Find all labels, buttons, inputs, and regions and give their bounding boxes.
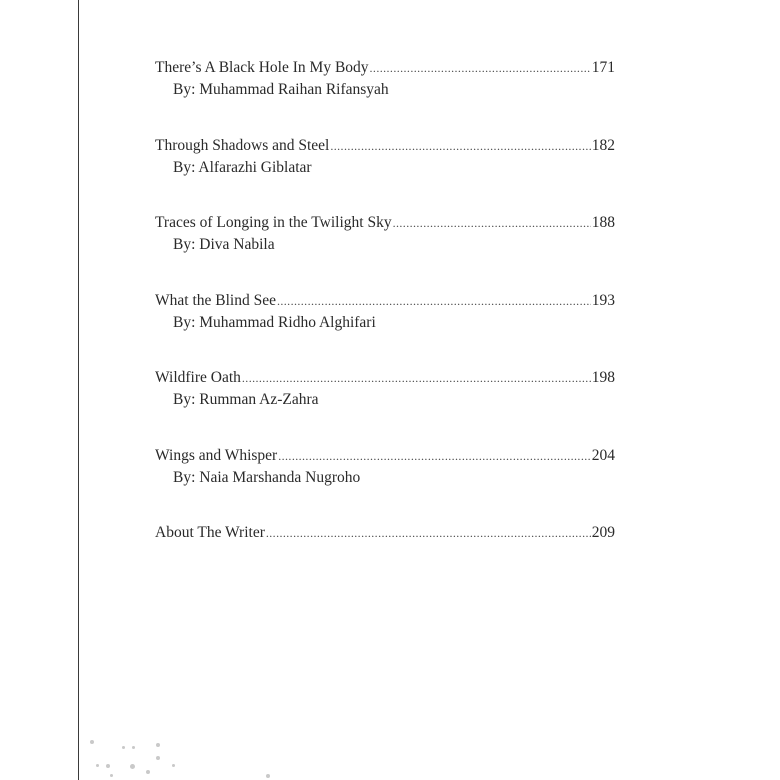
- decorative-sparkle-dots: [80, 730, 300, 780]
- toc-entry-title: There’s A Black Hole In My Body: [155, 59, 369, 76]
- toc-entry-author: By: Diva Nabila: [173, 236, 275, 253]
- toc-entry[interactable]: [155, 135, 615, 213]
- toc-leader-dots: [393, 212, 591, 234]
- toc-entry-author: By: Muhammad Raihan Rifansyah: [173, 81, 389, 98]
- toc-leader-dots: [242, 367, 591, 389]
- toc-entry[interactable]: [155, 212, 615, 290]
- toc-entry-author: By: Alfarazhi Giblatar: [173, 158, 312, 176]
- toc-entry-author: By: Naia Marshanda Nugroho: [173, 468, 361, 486]
- toc-leader-dots: [278, 445, 591, 467]
- toc-entry[interactable]: [155, 522, 615, 600]
- toc-entry-title: Traces of Longing in the Twilight Sky: [155, 214, 392, 231]
- toc-entry[interactable]: [155, 290, 615, 368]
- toc-entry-title: Wings and Whisper: [155, 446, 278, 464]
- page-spine-line: [78, 0, 79, 780]
- table-of-contents: [155, 57, 615, 600]
- toc-entry-page: 188: [591, 214, 615, 231]
- toc-leader-dots: [266, 522, 591, 544]
- toc-entry-page: 182: [591, 136, 615, 154]
- toc-entry-page: 204: [591, 446, 615, 464]
- toc-entry-author: By: Rumman Az-Zahra: [173, 391, 319, 408]
- toc-entry-author: By: Muhammad Ridho Alghifari: [173, 313, 376, 331]
- toc-leader-dots: [277, 290, 591, 312]
- toc-entry[interactable]: [155, 57, 615, 135]
- toc-entry-page: 193: [591, 291, 615, 309]
- toc-leader-dots: [330, 135, 590, 157]
- toc-entry[interactable]: [155, 445, 615, 523]
- toc-entry-page: 209: [591, 524, 615, 541]
- toc-entry-page: 171: [591, 59, 615, 76]
- toc-leader-dots: [370, 57, 591, 79]
- toc-entry-title: Wildfire Oath: [155, 369, 241, 386]
- toc-entry-title: What the Blind See: [155, 291, 276, 309]
- toc-entry-title: Through Shadows and Steel: [155, 136, 330, 154]
- toc-entry[interactable]: [155, 367, 615, 445]
- toc-entry-title: About The Writer: [155, 524, 265, 541]
- toc-entry-page: 198: [591, 369, 615, 386]
